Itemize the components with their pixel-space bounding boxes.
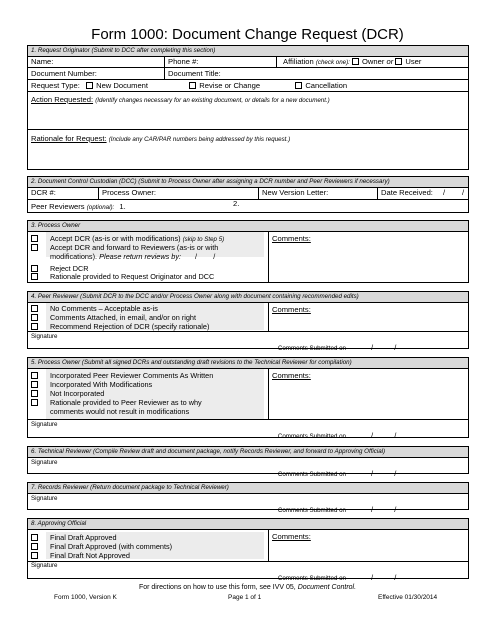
signature-field[interactable]: Signature (31, 459, 58, 466)
phone-label: Phone #: (168, 57, 199, 66)
section-header: 1. Request Originator (Submit to DCC after completing this section) (28, 46, 468, 57)
accept-option[interactable] (31, 234, 225, 243)
not-incorporated-label: Not Incorporated (50, 389, 105, 398)
name-field[interactable] (28, 56, 164, 67)
footer-directions-doc: Document Control. (297, 584, 357, 591)
section-header: 6. Technical Reviewer (Compile Review draft and document package, notify Records Reviewer, and forward to Approving Official) (28, 447, 468, 458)
forward-label: Accept DCR and forward to Reviewers (as-is or with (50, 243, 219, 252)
peer-reviewer-2[interactable]: 2. (233, 199, 240, 208)
comments-box[interactable] (268, 231, 468, 282)
document-row (28, 68, 468, 80)
comments-box[interactable] (268, 368, 468, 419)
forward-label-cont: modifications). (50, 252, 98, 261)
modifications-option[interactable] (31, 380, 153, 389)
skip-note: (skip to Step 5) (182, 236, 225, 243)
comments-attached-option[interactable] (31, 313, 197, 322)
cancellation-label: Cancellation (305, 81, 348, 90)
final-approved-comments-option[interactable] (31, 542, 173, 551)
peer-reviewer-1: 1. (119, 202, 126, 211)
document-title-label: Document Title: (168, 69, 221, 78)
date-received-label: Date Received: (381, 188, 433, 197)
or-label: or (386, 57, 394, 66)
comments-submitted-date[interactable]: / / (370, 343, 397, 352)
user-checkbox[interactable] (395, 58, 402, 65)
section-header: 4. Peer Reviewer (Submit DCR to the DCC and/or Process Owner along with document containing recommended edits) (28, 292, 468, 303)
date-received-slashes: / / (443, 188, 465, 197)
return-reviews-note: Please return reviews by: (99, 252, 182, 261)
final-approved-comments-checkbox[interactable] (31, 543, 38, 550)
return-date-slashes: / / (195, 252, 216, 261)
request-type-label: Request Type: (31, 81, 80, 90)
comments-submitted-date[interactable]: / / (370, 505, 397, 514)
recommend-rejection-label: Recommend Rejection of DCR (specify rationale) (50, 322, 210, 331)
section-header: 2. Document Control Custodian (DCC) (Submit to Process Owner after assigning a DCR number and Peer Reviewers if necessary) (28, 177, 468, 188)
section-header: 7. Records Reviewer (Return document package to Technical Reviewer) (28, 483, 468, 494)
incorporated-checkbox[interactable] (31, 372, 38, 379)
comments-label: Comments: (272, 532, 311, 541)
rationale-note: (Include any CAR/PAR numbers being addressed by this request.) (108, 136, 291, 143)
comments-label: Comments: (272, 234, 311, 243)
final-approved-checkbox[interactable] (31, 534, 38, 541)
form-title: Form 1000: Document Change Request (DCR) (91, 26, 404, 43)
comments-submitted (271, 336, 396, 359)
name-row (28, 56, 468, 68)
signature-field[interactable]: Signature (31, 495, 58, 502)
peer-reviewers-field[interactable] (31, 202, 468, 211)
final-approved-label: Final Draft Approved (50, 533, 117, 542)
final-not-approved-label: Final Draft Not Approved (50, 551, 130, 560)
document-number-label: Document Number: (31, 69, 97, 78)
section-peer-reviewer (27, 291, 469, 352)
revise-label: Revise or Change (199, 81, 261, 90)
new-document-label: New Document (96, 81, 149, 90)
footer-version: Form 1000, Version K (54, 594, 117, 601)
document-title-field[interactable] (164, 68, 468, 79)
not-incorporated-option[interactable] (31, 389, 105, 398)
section-process-owner-compilation (27, 357, 469, 438)
reject-label: Reject DCR (50, 264, 89, 273)
rationale-checkbox[interactable] (31, 273, 38, 280)
comments-attached-checkbox[interactable] (31, 314, 38, 321)
final-not-approved-option[interactable] (31, 551, 130, 560)
modifications-label: Incorporated With Modifications (50, 380, 153, 389)
incorporated-label: Incorporated Peer Reviewer Comments As Written (50, 371, 214, 380)
comments-attached-label: Comments Attached, in email, and/or on right (50, 313, 197, 322)
new-document-checkbox[interactable] (86, 82, 93, 89)
signature-field[interactable]: Signature (31, 562, 58, 569)
rationale-option[interactable] (31, 272, 215, 281)
no-comments-checkbox[interactable] (31, 305, 38, 312)
rationale-peer-label: Rationale provided to Peer Reviewer as to why (50, 398, 202, 407)
section-records-reviewer (27, 482, 469, 514)
no-comments-option[interactable] (31, 304, 158, 313)
process-owner-field[interactable] (98, 187, 258, 199)
comments-submitted-label: Comments Submitted on (277, 345, 346, 352)
process-owner-label: Process Owner: (102, 188, 157, 197)
modifications-checkbox[interactable] (31, 381, 38, 388)
comments-submitted-label: Comments Submitted on (277, 433, 346, 440)
affiliation-label: Affiliation (283, 57, 314, 66)
recommend-rejection-checkbox[interactable] (31, 323, 38, 330)
name-label: Name: (31, 57, 54, 66)
incorporated-option[interactable] (31, 371, 214, 380)
accept-label: Accept DCR (as-is or with modifications) (50, 234, 181, 243)
action-requested-row[interactable] (28, 92, 468, 130)
section-header: 5. Process Owner (Submit all signed DCRs and outstanding draft revisions to the Technical Reviewer for compilation) (28, 358, 468, 369)
signature-field[interactable]: Signature (31, 333, 58, 340)
new-version-label: New Version Letter: (262, 188, 329, 197)
forward-option[interactable] (31, 243, 219, 261)
request-type-field (28, 80, 468, 91)
comments-label: Comments: (272, 305, 311, 314)
document-number-field[interactable] (28, 68, 164, 79)
dcr-number-label: DCR #: (31, 188, 56, 197)
footer-effective: Effective 01/30/2014 (378, 594, 438, 601)
comments-submitted-label: Comments Submitted on (277, 575, 346, 582)
request-type-row (28, 80, 468, 92)
accept-checkbox[interactable] (31, 235, 38, 242)
rationale-peer-option[interactable] (31, 398, 202, 416)
comments-label: Comments: (272, 371, 311, 380)
section-header: 8. Approving Official (28, 519, 468, 530)
affiliation-field (276, 56, 468, 67)
reject-checkbox[interactable] (31, 265, 38, 272)
comments-submitted-date[interactable]: / / (370, 469, 397, 478)
section-document-control-custodian (27, 176, 469, 213)
optional-note: (optional): (86, 204, 115, 211)
rationale-area[interactable] (31, 134, 468, 168)
signature-field[interactable]: Signature (31, 421, 58, 428)
owner-label: Owner (361, 57, 385, 66)
rationale-peer-label-cont: comments would not result in modifications (50, 407, 190, 416)
footer-directions (0, 584, 495, 591)
footer-directions-text: For directions on how to use this form, see IVV 05, (138, 584, 296, 591)
forward-checkbox[interactable] (31, 244, 38, 251)
final-not-approved-checkbox[interactable] (31, 552, 38, 559)
comments-submitted-label: Comments Submitted on (277, 471, 346, 478)
revise-checkbox[interactable] (189, 82, 196, 89)
owner-checkbox[interactable] (352, 58, 359, 65)
action-requested-note: (Identify changes necessary for an existing document, or details for a new document.) (95, 97, 330, 104)
section-request-originator (27, 45, 469, 170)
section-approving-official (27, 518, 469, 582)
section-technical-reviewer (27, 446, 469, 478)
comments-submitted-date[interactable]: / / (370, 431, 397, 440)
rationale-peer-checkbox[interactable] (31, 399, 38, 406)
recommend-rejection-option[interactable] (31, 322, 210, 331)
phone-field[interactable] (164, 56, 276, 67)
not-incorporated-checkbox[interactable] (31, 390, 38, 397)
check-one-note: (check one): (315, 59, 350, 66)
cancellation-checkbox[interactable] (295, 82, 302, 89)
comments-box[interactable] (268, 529, 468, 561)
footer-page: Page 1 of 1 (228, 594, 262, 601)
rationale-option-label: Rationale provided to Request Originator and DCC (50, 272, 215, 281)
action-requested-label: Action Requested: (31, 95, 94, 104)
dcr-row (28, 187, 468, 200)
peer-reviewers-label: Peer Reviewers (31, 202, 85, 211)
section-header: 3. Process Owner (28, 221, 468, 232)
section-process-owner-decision (27, 220, 469, 283)
new-version-field[interactable] (258, 187, 377, 199)
final-approved-option[interactable] (31, 533, 117, 542)
final-approved-comments-label: Final Draft Approved (with comments) (50, 542, 173, 551)
date-received-field[interactable] (377, 187, 468, 199)
comments-submitted-label: Comments Submitted on (277, 507, 346, 514)
dcr-number-field[interactable] (28, 187, 98, 199)
rationale-label: Rationale for Request: (31, 134, 107, 143)
comments-box[interactable] (268, 302, 468, 331)
no-comments-label: No Comments – Acceptable as-is (50, 304, 158, 313)
comments-submitted-date[interactable]: / / (370, 573, 397, 582)
user-label: User (405, 57, 422, 66)
comments-submitted (271, 424, 396, 447)
